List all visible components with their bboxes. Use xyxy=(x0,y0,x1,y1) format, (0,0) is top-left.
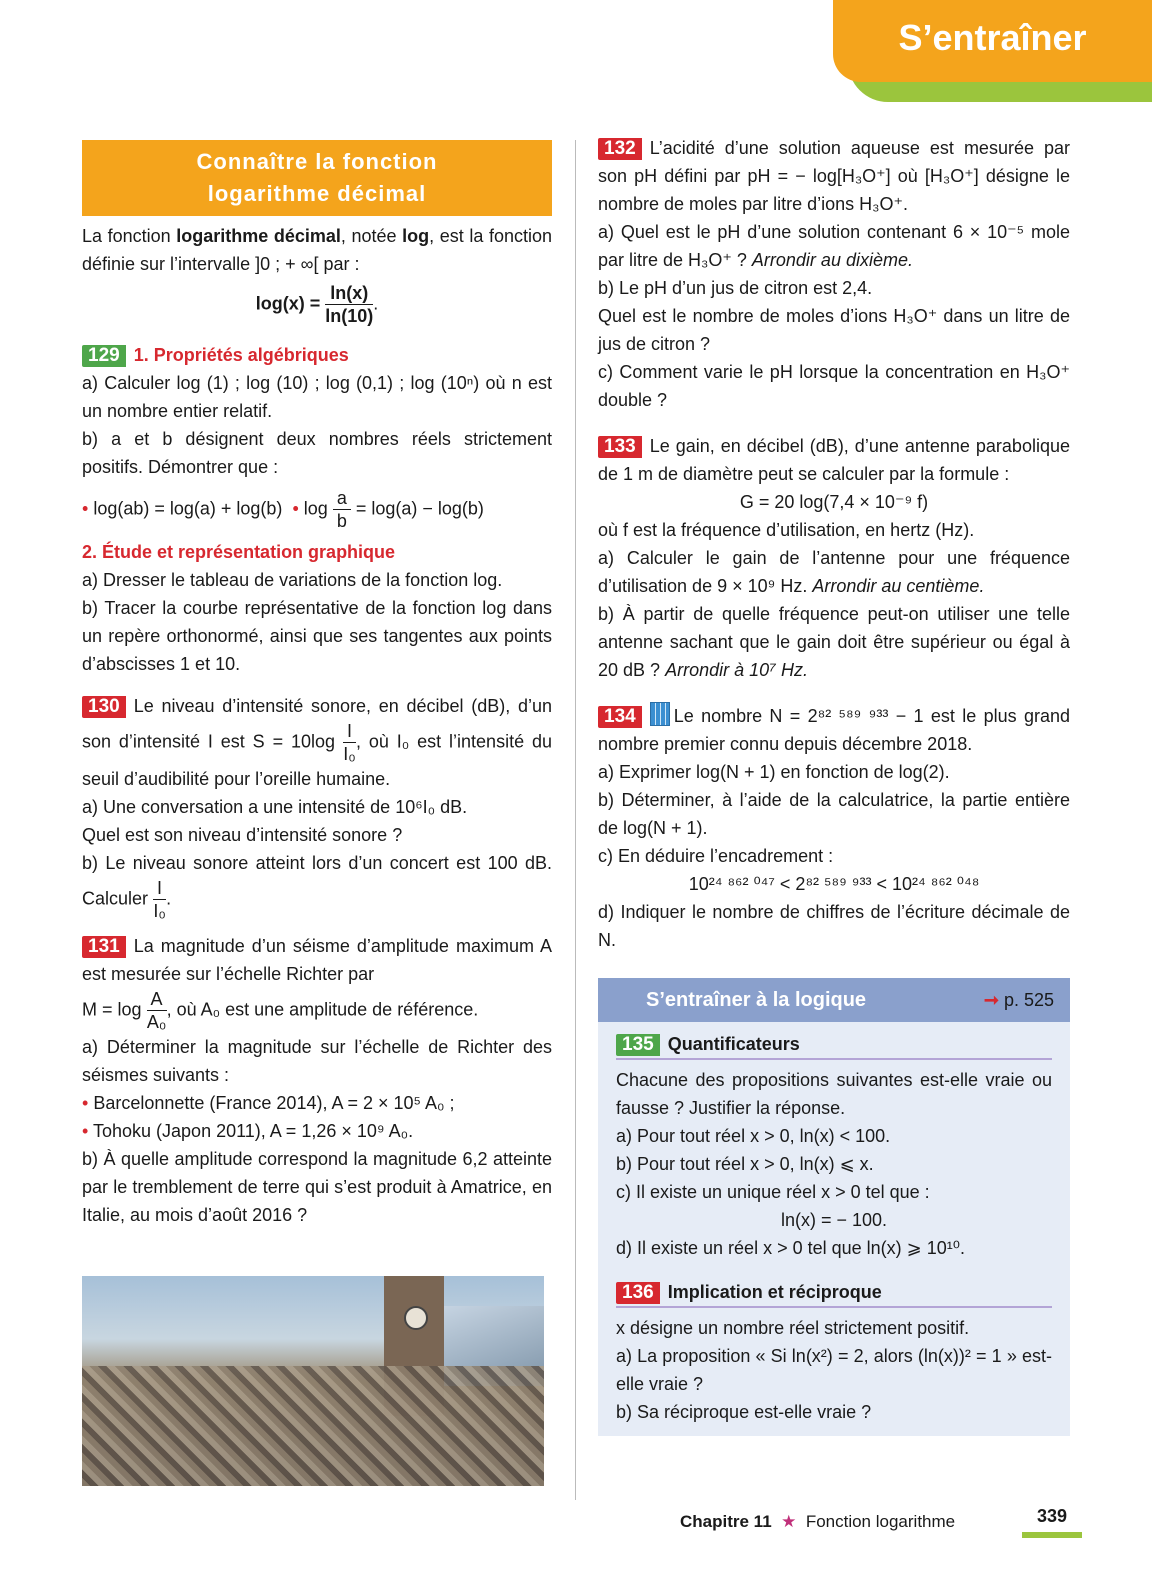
calculator-icon xyxy=(650,702,670,726)
earthquake-photo xyxy=(82,1276,544,1486)
exercise-number: 131 xyxy=(82,936,126,958)
exercise-130: 130 Le niveau d’intensité sonore, en décibel (dB), d’un son d’intensité I est S = 10log $\frac{I}{\text{I₀}}$ , où I₀ est l’intensité du seuil d’audibilité pour l’oreille humaine. a) Une conversation a une intensité de 10⁶I₀ dB. Quel est son niveau d’intensité sonore ? b) Le niveau sonore atteint lors d’un concert est 100 dB. Calculer $\frac{I}{\text{I₀}}$ . xyxy=(82,696,552,921)
exercise-number: 136 xyxy=(616,1282,660,1304)
page-title: S’entraîner xyxy=(898,17,1087,58)
ex129-properties: • log(ab) = log(a) + log(b) • log $\frac{a}{b}$ = log(a) − log(b) xyxy=(82,488,484,531)
exercise-134: 134 Le nombre N = 2⁸² ⁵⁸⁹ ⁹³³ − 1 est le plus grand nombre premier connu depuis décembre 2018. a) Exprimer log(N + 1) en fonction de log(2). b) Déterminer, à l’aide de la calculatrice, la partie entière de log(N + 1). c) En déduire l’encadrement : 10²⁴ ⁸⁶² ⁰⁴⁷ < 2⁸² ⁵⁸⁹ ⁹³³ < 10²⁴ ⁸⁶² ⁰⁴⁸ d) Indiquer le nombre de chiffres de l’écriture décimale de N. xyxy=(598,702,1070,954)
footer: Chapitre 11 ★ Fonction logarithme xyxy=(680,1512,956,1531)
logic-panel: S’entraîner à la logique ➞ p. 525 135 Quantificateurs Chacune des propositions suivantes est-elle vraie ou fausse ? Justifier la réponse. a) Pour tout réel x > 0, ln(x) < 100. b) Pour tout réel x > 0, ln(x) ⩽ x. c) Il existe un unique réel x > 0 tel que : ln(x) = − 100. d) Il existe un réel x > 0 tel que ln(x) ⩾ 10¹⁰. 136 Implication et réciproque x désigne un nombre réel strictement positif. a) La proposition « Si ln(x²) = 2, alors (ln(x))² = 1 » est-elle vraie ? b) Sa réciproque est-elle vraie ? xyxy=(598,978,1070,1436)
star-icon: ★ xyxy=(781,1512,797,1531)
arrow-right-icon: ➞ xyxy=(983,990,999,1010)
photo-rubble xyxy=(82,1366,544,1486)
ex135-header: 135 Quantificateurs xyxy=(616,1030,1052,1060)
column-divider xyxy=(575,140,576,1500)
exercise-number: 133 xyxy=(598,436,642,458)
section-title-line1: Connaître la fonction xyxy=(196,149,438,174)
exercise-132: 132 L’acidité d’une solution aqueuse est mesurée par son pH défini par pH = − log[H₃O⁺] où [H₃O⁺] désigne le nombre de moles par litre d’ions H₃O⁺. a) Quel est le pH d’une solution contenant 6 × 10⁻⁵ mole par litre de H₃O⁺ ? Arrondir au dixième. b) Le pH d’un jus de citron est 2,4. Quel est le nombre de moles d’ions H₃O⁺ dans un litre de jus de citron ? c) Comment varie le pH lorsque la concentration en H₃O⁺ double ? xyxy=(598,138,1070,410)
left-column xyxy=(82,140,552,1229)
intro-fraction: $\frac{\ln(x)}{\ln(10)}$ xyxy=(325,283,374,326)
logic-panel-header: S’entraîner à la logique ➞ p. 525 xyxy=(598,978,1070,1022)
intro-text: La fonction logarithme décimal, notée log, est la fonction définie sur l’intervalle ]0 ; + ∞[ par : xyxy=(82,226,552,274)
exercise-131: 131 La magnitude d’un séisme d’amplitude maximum A est mesurée sur l’échelle Richter par M = log $\frac{A}{\text{A₀}}$ , où A₀ est une amplitude de référence. a) Déterminer la magnitude sur l’échelle de Richter des séismes suivants : • Barcelonnette (France 2014), A = 2 × 10⁵ A₀ ; • Tohoku (Japon 2011), A = 1,26 × 10⁹ A₀. b) À quelle amplitude correspond la magnitude 6,2 atteinte par le tremblement de terre qui s’est produit à Amatrice, en Italie, au mois d’août 2016 ? xyxy=(82,936,552,1225)
exercise-number: 130 xyxy=(82,696,126,718)
exercise-129: 129 1. Propriétés algébriques a) Calculer log (1) ; log (10) ; log (0,1) ; log (10ⁿ) où n est un nombre entier relatif. b) a et b désignent deux nombres réels strictement positifs. Démontrer que : • log(ab) = log(a) + log(b) • log $\frac{a}{b}$ = log(a) − log(b) 2. Étude et représentation graphique a) Dresser le tableau de variations de la fonction log. b) Tracer la courbe représentative de la fonction log dans un repère orthonormé, ainsi que ses tangentes aux points d’abscisses 1 et 10. xyxy=(82,345,552,674)
section-title-line2: logarithme décimal xyxy=(207,181,427,206)
exercise-number: 129 xyxy=(82,345,126,367)
exercise-133: 133 Le gain, en décibel (dB), d’une antenne parabolique de 1 m de diamètre peut se calculer par la formule : G = 20 log(7,4 × 10⁻⁹ f) où f est la fréquence d’utilisation, en hertz (Hz). a) Calculer le gain de l’antenne pour une fréquence d’utilisation de 9 × 10⁹ Hz. Arrondir au centième. b) À partir de quelle fréquence peut-on utiliser une telle antenne sachant que le gain doit être supérieur ou égal à 20 dB ? Arrondir à 10⁷ Hz. xyxy=(598,436,1070,680)
exercise-number: 135 xyxy=(616,1034,660,1056)
page-number: 339 xyxy=(1022,1502,1082,1538)
ex136-header: 136 Implication et réciproque xyxy=(616,1278,1052,1308)
exercise-number: 132 xyxy=(598,138,642,160)
exercise-number: 134 xyxy=(598,706,642,728)
right-column xyxy=(598,134,1070,1436)
intro-formula: log(x) = $\frac{\ln(x)}{\ln(10)}$ . xyxy=(255,283,379,326)
page-reference[interactable]: ➞ p. 525 xyxy=(983,990,1054,1010)
section-title-box xyxy=(82,140,552,216)
photo-clock xyxy=(404,1306,428,1330)
